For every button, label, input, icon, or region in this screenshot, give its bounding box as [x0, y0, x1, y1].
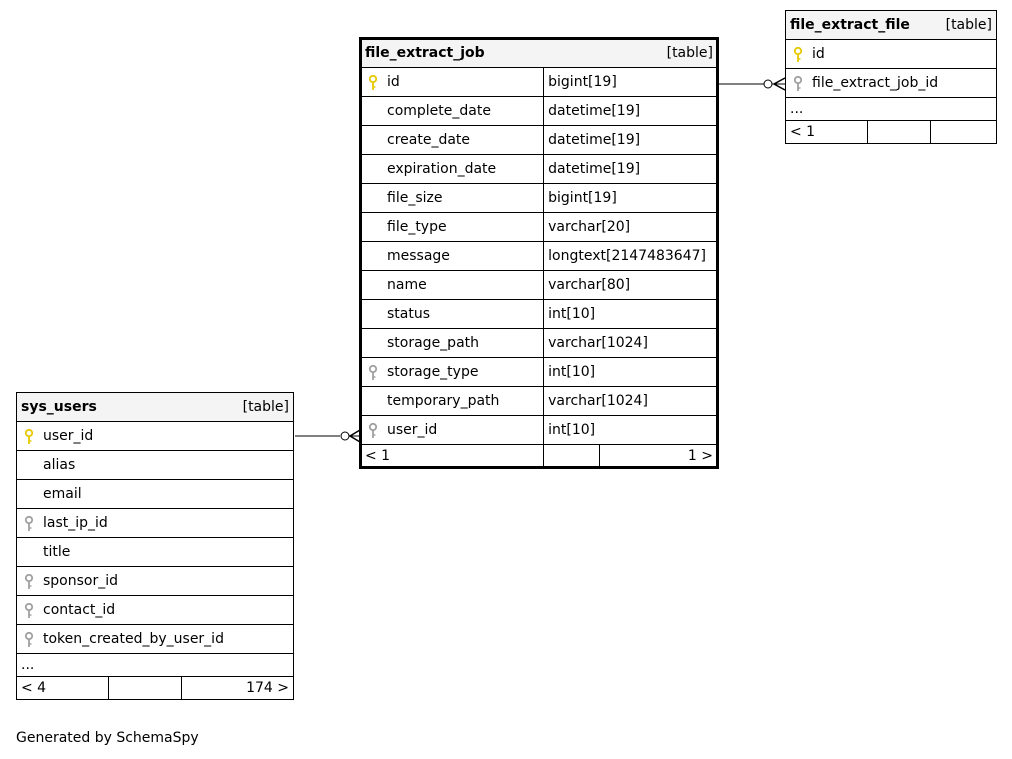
column-row[interactable] [361, 242, 718, 271]
table-header [361, 39, 718, 68]
column-type: varchar[80] [544, 271, 718, 300]
children-count [931, 121, 997, 144]
table-name: sys_users [21, 399, 97, 415]
column-type: int[10] [544, 300, 718, 329]
column-name: name [387, 277, 427, 293]
column-name: storage_type [387, 364, 479, 380]
column-row[interactable] [361, 68, 718, 97]
column-name: sponsor_id [43, 573, 119, 589]
column-name: message [387, 248, 450, 264]
relationship-job-to-file [717, 78, 785, 90]
column-row[interactable] [361, 184, 718, 213]
column-type: varchar[1024] [544, 387, 718, 416]
table-header [17, 393, 294, 422]
table-kind-label: [table] [945, 17, 992, 33]
column-name: status [387, 306, 431, 322]
primary-key-icon [24, 429, 34, 445]
column-row[interactable] [17, 509, 294, 538]
table-footer [786, 121, 997, 144]
foreign-key-icon [24, 574, 34, 590]
column-type: bigint[19] [544, 184, 718, 213]
table-file-extract-file[interactable] [785, 10, 997, 144]
row-count [108, 677, 182, 700]
table-footer [361, 445, 718, 468]
foreign-key-icon [793, 76, 803, 92]
column-type: varchar[1024] [544, 329, 718, 358]
column-name: file_extract_job_id [812, 75, 939, 91]
column-row[interactable] [786, 40, 997, 69]
column-name: contact_id [43, 602, 116, 618]
children-count[interactable]: 1 > [600, 445, 718, 468]
column-row[interactable] [361, 387, 718, 416]
relationship-users-to-job [295, 430, 360, 442]
column-name: token_created_by_user_id [43, 631, 224, 647]
column-row[interactable] [17, 596, 294, 625]
column-type: datetime[19] [544, 126, 718, 155]
column-row[interactable] [361, 213, 718, 242]
more-columns-ellipsis: ... [17, 654, 294, 677]
column-name: user_id [387, 422, 438, 438]
foreign-key-icon [24, 516, 34, 532]
column-name: file_type [387, 219, 447, 235]
column-type: bigint[19] [544, 68, 718, 97]
more-columns-row [17, 654, 294, 677]
parents-count[interactable]: < 1 [361, 445, 544, 468]
table-kind-label: [table] [242, 399, 289, 415]
column-name: id [812, 46, 825, 62]
column-row[interactable] [17, 451, 294, 480]
column-type: int[10] [544, 416, 718, 445]
column-row[interactable] [786, 69, 997, 98]
column-name: user_id [43, 428, 94, 444]
foreign-key-icon [24, 632, 34, 648]
generated-by-note: Generated by SchemaSpy [16, 730, 199, 746]
column-row[interactable] [17, 567, 294, 596]
row-count [544, 445, 600, 468]
column-name: title [43, 544, 71, 560]
table-name: file_extract_file [790, 17, 910, 33]
foreign-key-icon [24, 603, 34, 619]
column-row[interactable] [361, 329, 718, 358]
column-row[interactable] [361, 97, 718, 126]
more-columns-ellipsis: ... [786, 98, 997, 121]
column-name: id [387, 74, 400, 90]
column-row[interactable] [361, 300, 718, 329]
children-count[interactable]: 174 > [182, 677, 294, 700]
column-row[interactable] [17, 538, 294, 567]
table-sys-users[interactable] [16, 392, 294, 700]
column-type: varchar[20] [544, 213, 718, 242]
column-name: create_date [387, 132, 471, 148]
table-kind-label: [table] [666, 45, 713, 61]
column-row[interactable] [361, 126, 718, 155]
primary-key-icon [793, 47, 803, 63]
more-columns-row [786, 98, 997, 121]
column-row[interactable] [361, 416, 718, 445]
primary-key-icon [368, 75, 378, 91]
column-row[interactable] [361, 155, 718, 184]
column-name: temporary_path [387, 393, 500, 409]
column-row[interactable] [17, 480, 294, 509]
column-name: alias [43, 457, 76, 473]
foreign-key-icon [368, 365, 378, 381]
column-name: file_size [387, 190, 443, 206]
column-row[interactable] [17, 422, 294, 451]
column-name: email [43, 486, 82, 502]
column-name: complete_date [387, 103, 491, 119]
parents-count[interactable]: < 1 [786, 121, 868, 144]
column-type: int[10] [544, 358, 718, 387]
column-row[interactable] [361, 271, 718, 300]
table-header [786, 11, 997, 40]
table-name: file_extract_job [365, 45, 485, 61]
column-name: last_ip_id [43, 515, 108, 531]
column-row[interactable] [361, 358, 718, 387]
foreign-key-icon [368, 423, 378, 439]
row-count [867, 121, 931, 144]
column-type: longtext[2147483647] [544, 242, 718, 271]
column-type: datetime[19] [544, 97, 718, 126]
column-name: expiration_date [387, 161, 497, 177]
column-name: storage_path [387, 335, 480, 351]
column-type: datetime[19] [544, 155, 718, 184]
column-row[interactable] [17, 625, 294, 654]
table-footer [17, 677, 294, 700]
parents-count[interactable]: < 4 [17, 677, 109, 700]
table-file-extract-job[interactable] [360, 38, 718, 468]
